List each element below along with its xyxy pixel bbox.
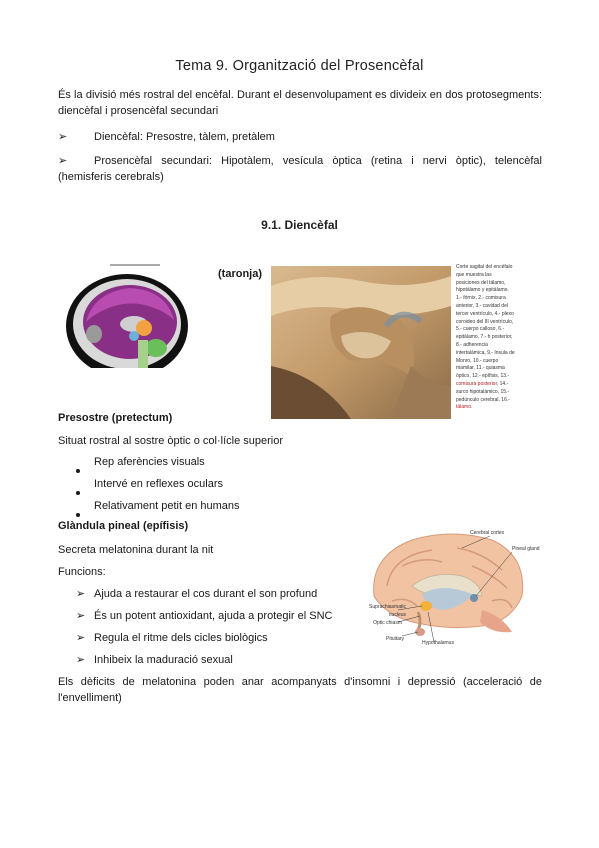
- presostre-item: Rep aferències visuals: [94, 456, 205, 468]
- bullet-arrow-icon: ➢: [58, 131, 68, 143]
- bullet-arrow-icon: ➢: [76, 654, 86, 666]
- bullet-dot-icon: [76, 469, 80, 473]
- label-hypothalamus: Hypothalamus: [422, 640, 454, 646]
- pineal-desc: Secreta melatonina durant la nit: [58, 544, 214, 556]
- caption-text-2: 14.- surco hipotalámico, 15.-: [456, 380, 510, 395]
- presostre-item: Intervé en reflexes oculars: [94, 478, 224, 490]
- label-cerebral-cortex: Cerebral cortex: [470, 530, 505, 536]
- mri-brain-figure: [64, 262, 192, 382]
- pineal-item: Inhibeix la maduració sexual: [94, 654, 233, 666]
- pineal-brain-illustration: [362, 526, 542, 652]
- closing-paragraph: Els dèficits de melatonina poden anar acompanyats d'insomni i depressió (acceleració de l'envelliment): [58, 676, 542, 704]
- presostre-item: Relativament petit en humans: [94, 500, 240, 512]
- caption-text-3: pedúnculo cerebral, 16.-: [456, 396, 510, 403]
- presostre-heading: Presostre (pretectum): [58, 412, 173, 424]
- taronja-label: (taronja): [218, 268, 262, 280]
- bullet-dot-icon: [76, 513, 80, 517]
- intro-paragraph: És la divisió més rostral del encèfal. Durant el desenvolupament es divideix en dos protosegments: diencèfal i prosencèfal secundari: [58, 89, 542, 117]
- bullet-dot-icon: [76, 491, 80, 495]
- caption-red-1: comisura posterior,: [456, 380, 499, 387]
- pineal-heading: Glàndula pineal (epífisis): [58, 520, 189, 532]
- caption-text: Corte sagital del encéfalo que muestra las posiciones del tálamo, hipotálamo y epitálamo. 1.- fórnix, 2.- comisura anterior, 3.- cavidad del tercer ventrículo, 4.- plexo coroideo del III ventrículo, 5.- cuerpo calloso, 6.- epitálamo, 7.- h posterior, 8.- adherencia intertalámica, 9.- ínsula de Monro, 10.- cuerpo mamilar, 11.- quiasma óptico, 12.- epífisis, 13.-: [456, 264, 515, 380]
- bullet-prosencefal: Prosencèfal secundari: Hipotàlem, vesícula òptica (retina i nervi òptic), telencèfal (hemisferis cerebrals): [58, 155, 542, 183]
- pineal-item: Regula el ritme dels cicles biològics: [94, 632, 268, 644]
- bullet-arrow-icon: ➢: [58, 155, 68, 167]
- label-optic-chiasm: Optic chiasm: [373, 620, 402, 626]
- bullet-arrow-icon: ➢: [76, 610, 86, 622]
- label-pineal-gland: Pineal gland: [512, 546, 540, 552]
- pineal-item: És un potent antioxidant, ajuda a protegir el SNC: [94, 610, 333, 622]
- bullet-arrow-icon: ➢: [76, 632, 86, 644]
- page-title: Tema 9. Organització del Prosencèfal: [175, 58, 424, 74]
- pineal-item: Ajuda a restaurar el cos durant el son profund: [94, 588, 318, 600]
- label-suprachiasmatic: Suprachiasmatic nucleus: [369, 604, 406, 618]
- photo-caption: [456, 264, 516, 412]
- presostre-desc: Situat rostral al sostre òptic o col·lícle superior: [58, 435, 283, 447]
- figure-caption-line: [110, 264, 160, 266]
- caption-red-2: tálamo.: [456, 404, 473, 411]
- section-title: 9.1. Diencèfal: [261, 218, 338, 232]
- bullet-arrow-icon: ➢: [76, 588, 86, 600]
- label-pituitary: Pituitary: [386, 636, 405, 642]
- bullet-diencefal: Diencèfal: Presostre, tàlem, pretàlem: [94, 131, 275, 143]
- functions-label: Funcions:: [58, 566, 106, 578]
- brain-dissection-photo: [271, 266, 451, 419]
